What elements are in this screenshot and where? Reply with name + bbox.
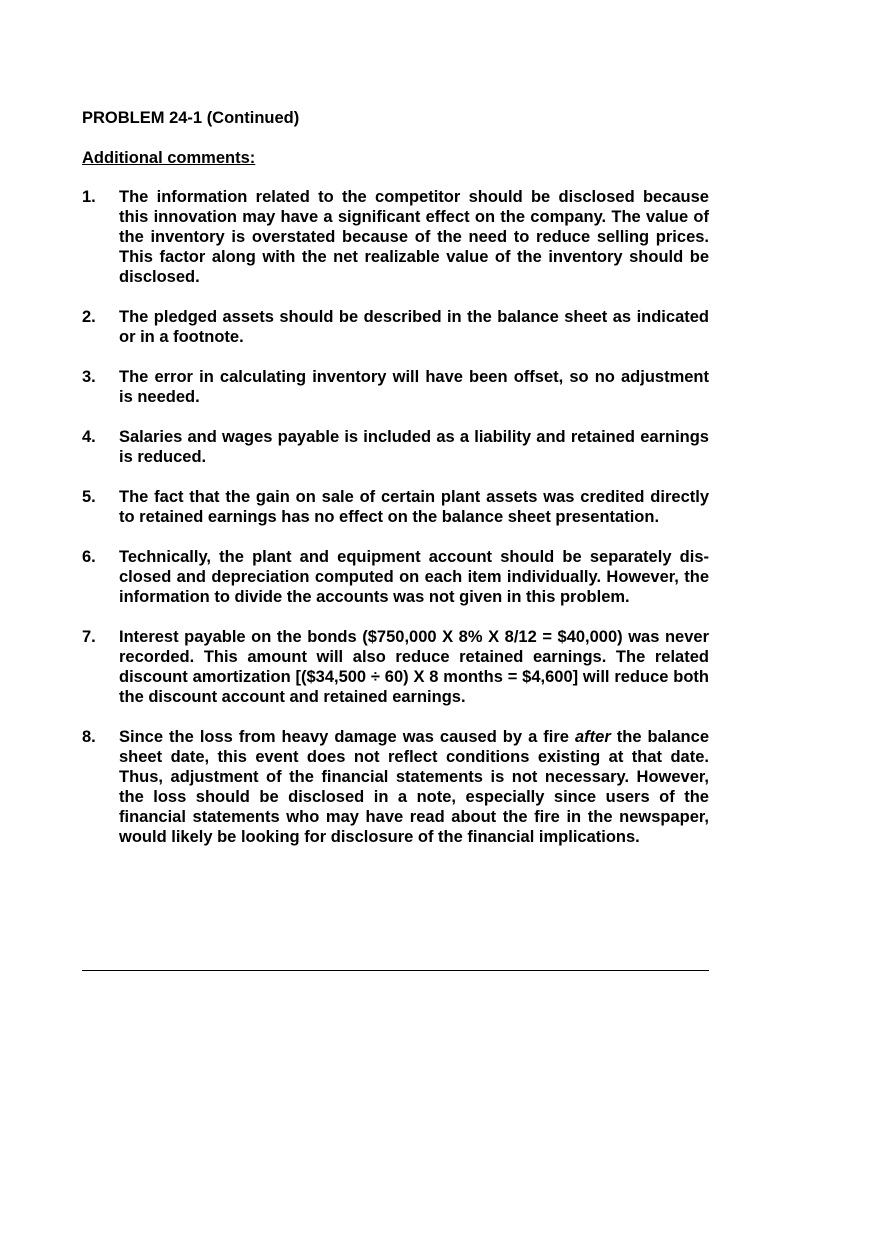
problem-heading: PROBLEM 24-1 (Continued): [82, 109, 300, 127]
additional-comments-heading: Additional comments:: [82, 149, 256, 167]
item-text: Technically, the plant and equipment account should be separately dis-closed and depreciation computed on each item individually. However, the information to divide the accounts was not given in this problem.: [119, 548, 709, 606]
list-item: [82, 727, 709, 847]
item-text: The information related to the competitor should be disclosed because this innovation may have a significant effect on the company. The value of the inventory is overstated because of the need to reduce selling prices. This factor along with the net realizable value of the inventory should be disclosed.: [119, 188, 709, 286]
item-text: The fact that the gain on sale of certain plant assets was credited directly to retained earnings has no effect on the balance sheet presentation.: [119, 488, 709, 526]
list-item: [82, 547, 709, 607]
item-text-after: the balance sheet date, this event does not reflect conditions existing at that date. Thus, adjustment of the financial statements is not necessary. However, the loss should be disclosed in a note, especially since users of the financial statements who may have read about the fire in the newspaper, would likely be looking for disclosure of the financial implications.: [119, 728, 709, 846]
item-number: 4.: [82, 428, 96, 446]
list-item: [82, 487, 709, 527]
item-number: 1.: [82, 188, 96, 206]
item-number: 6.: [82, 548, 96, 566]
item-text: The pledged assets should be described in the balance sheet as indicated or in a footnote.: [119, 308, 709, 346]
item-number: 8.: [82, 728, 96, 746]
list-item: [82, 187, 709, 287]
list-item: [82, 307, 709, 347]
comments-list: [82, 187, 709, 867]
item-text: The error in calculating inventory will have been offset, so no adjustment is needed.: [119, 368, 709, 406]
list-item: [82, 367, 709, 407]
item-text: [119, 727, 709, 847]
item-text-emphasis: after: [574, 728, 611, 746]
list-item: [82, 427, 709, 467]
item-text: Interest payable on the bonds ($750,000 X 8% X 8/12 = $40,000) was never recorded. This amount will also reduce retained earnings. The related discount amortization [($34,500 ÷ 60) X 8 months = $4,600] will reduce both the discount account and retained earnings.: [119, 628, 709, 706]
item-number: 5.: [82, 488, 96, 506]
item-number: 2.: [82, 308, 96, 326]
item-number: 7.: [82, 628, 96, 646]
item-text: Salaries and wages payable is included as a liability and retained earnings is reduced.: [119, 428, 709, 466]
list-item: [82, 627, 709, 707]
item-text-before: Since the loss from heavy damage was caused by a fire: [119, 728, 575, 746]
footer-divider: [82, 970, 709, 971]
item-number: 3.: [82, 368, 96, 386]
